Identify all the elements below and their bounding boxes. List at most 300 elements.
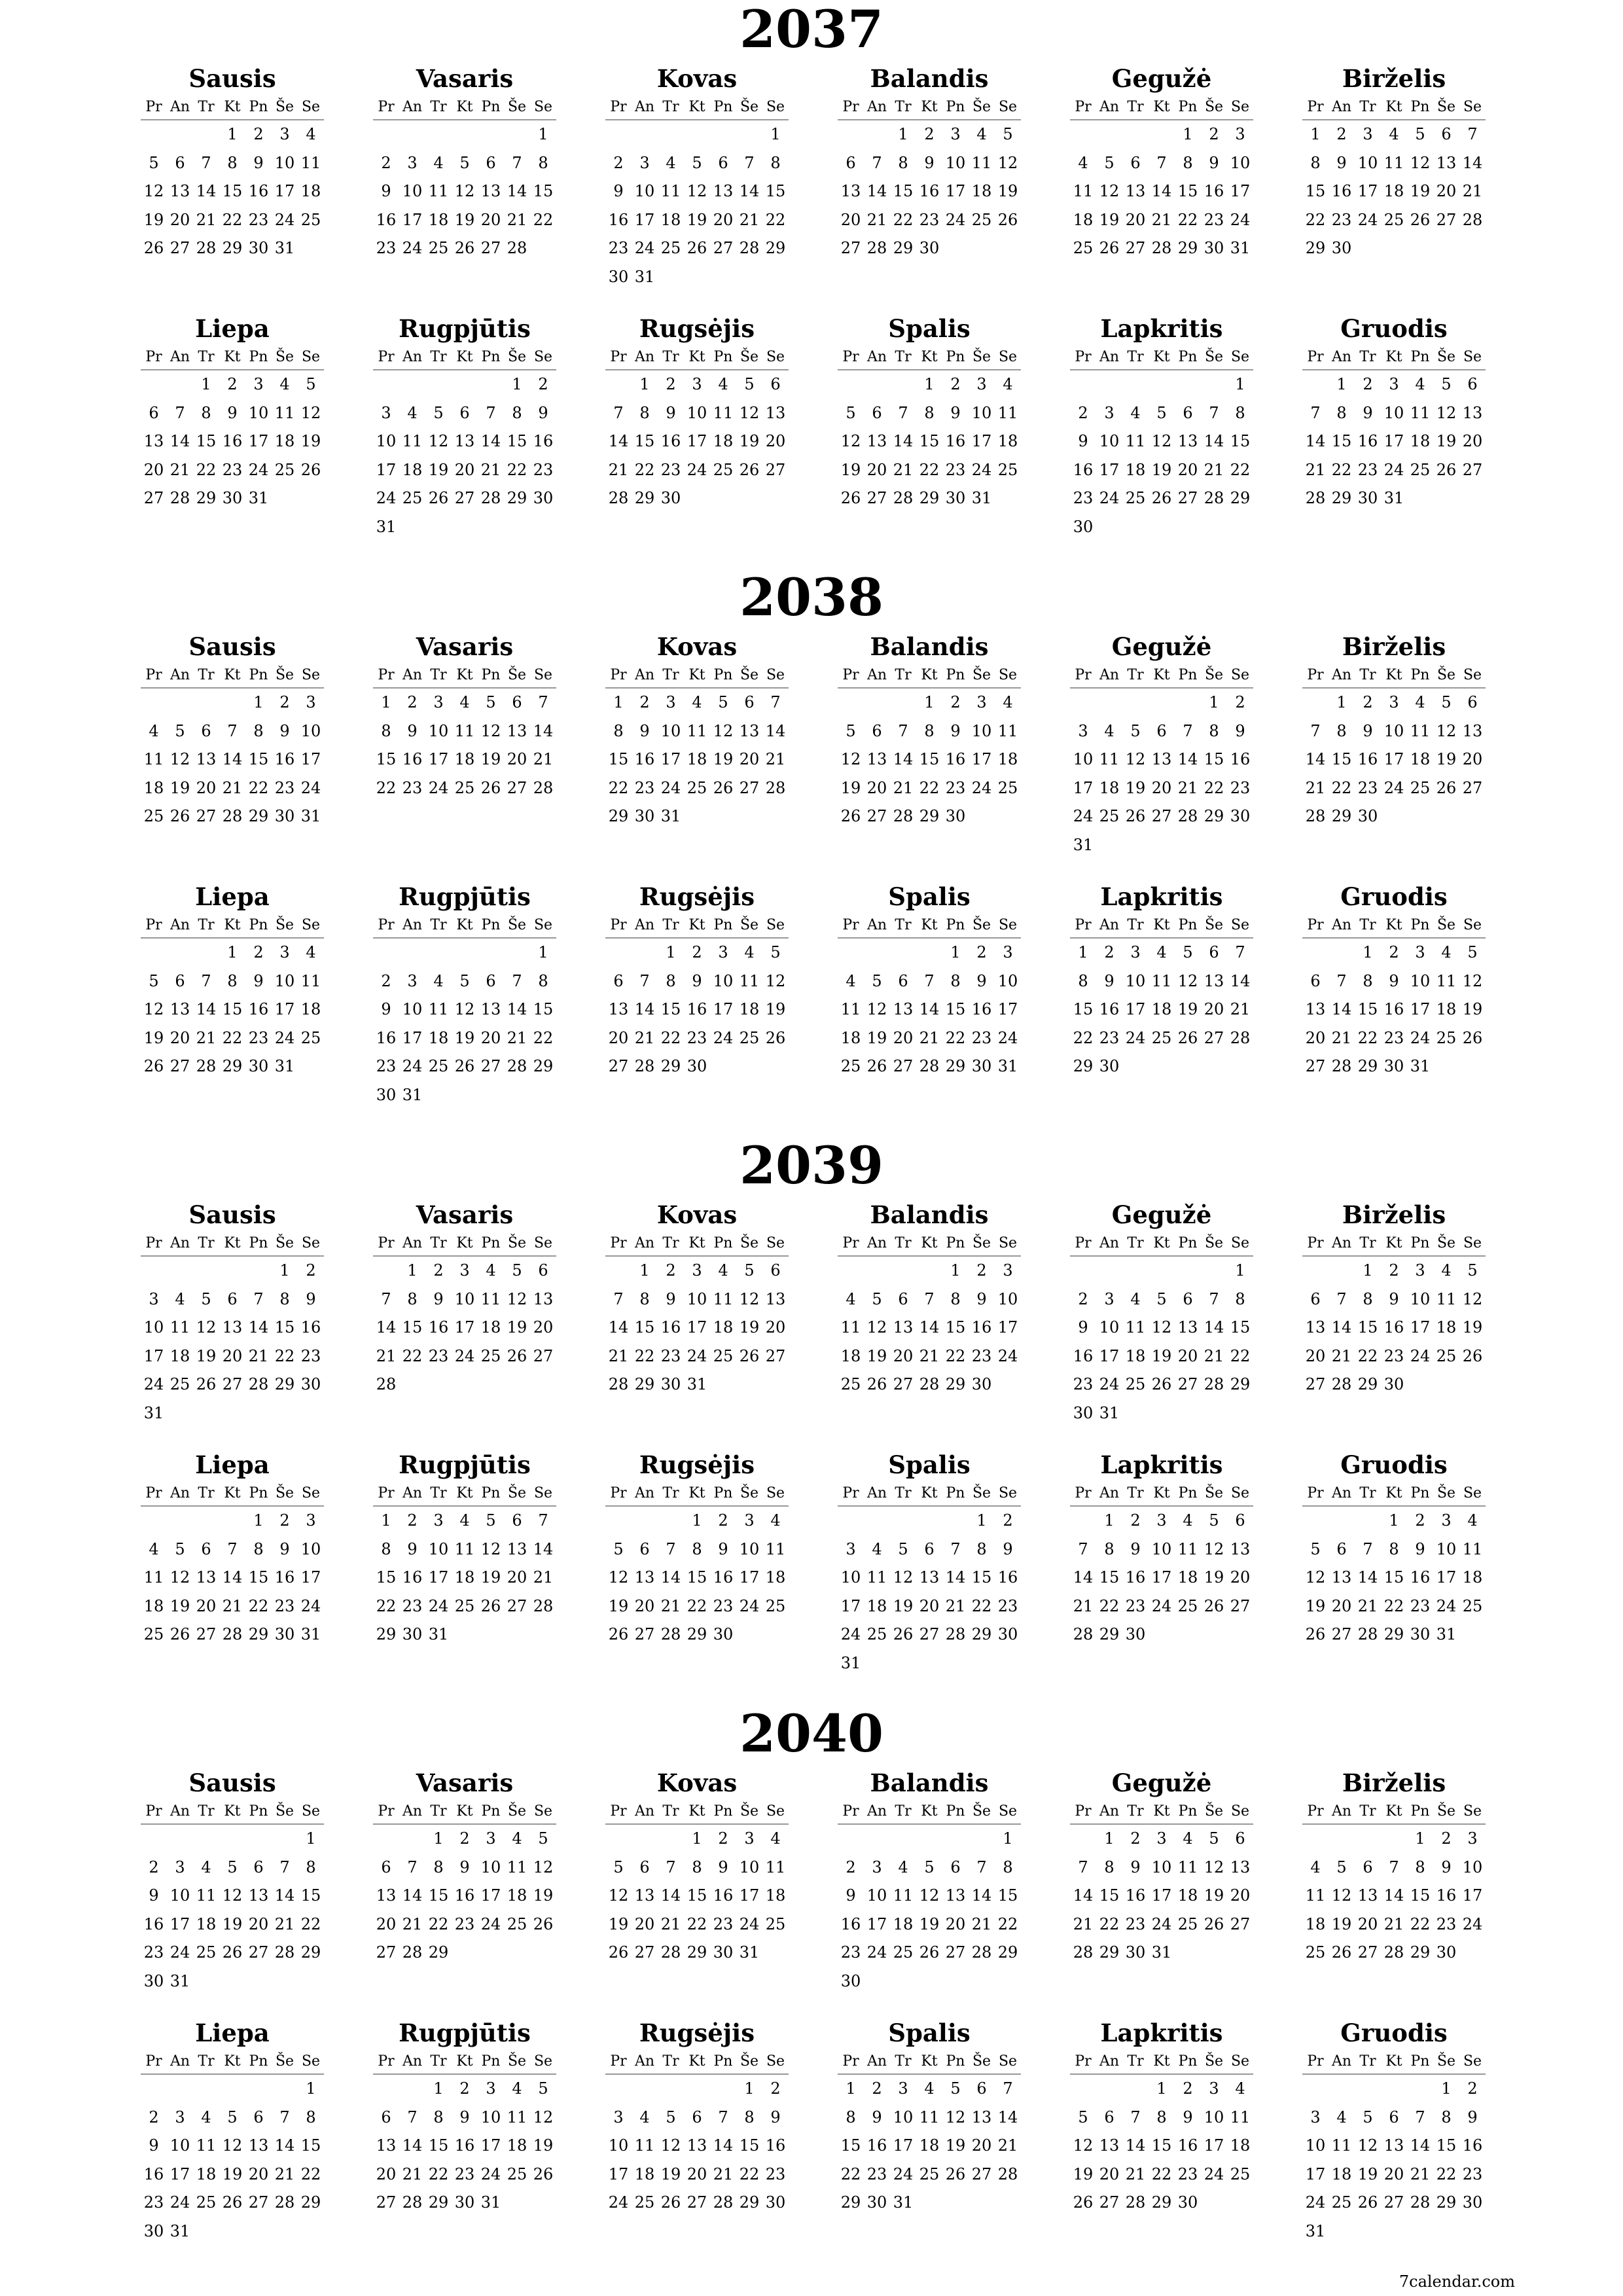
weekday-label: Kt	[688, 2053, 705, 2070]
day-cell: 29	[765, 239, 786, 258]
weekday-label: Tr	[1127, 667, 1144, 683]
day-cell: 24	[945, 210, 966, 229]
empty-cell	[373, 1825, 399, 1854]
day-cell: 13	[1462, 721, 1483, 740]
week-row	[605, 1371, 789, 1399]
weekday-label: Tr	[430, 349, 447, 365]
weekday-label: Se	[998, 1235, 1018, 1251]
weekday-header	[605, 664, 789, 689]
day-cell: 25	[866, 1625, 887, 1644]
day-cell: 19	[713, 750, 734, 769]
day-cell: 5	[227, 2108, 238, 2126]
day-cell: 19	[739, 1318, 760, 1337]
empty-cell	[838, 1257, 864, 1285]
week-row	[373, 149, 556, 178]
weekday-label: An	[169, 349, 190, 365]
weekday-label: Se	[533, 1235, 553, 1251]
day-cell: 4	[149, 721, 159, 740]
week-row	[141, 206, 324, 235]
empty-cell	[452, 370, 478, 399]
weekday-label: An	[402, 667, 423, 683]
week-row	[1070, 2075, 1253, 2104]
weekday-label: Kt	[456, 1235, 473, 1251]
day-cell: 10	[1151, 1539, 1172, 1558]
month-name: Spalis	[888, 882, 971, 911]
day-cell: 18	[660, 210, 681, 229]
weekday-label: Kt	[688, 667, 705, 683]
day-cell: 7	[1235, 943, 1245, 961]
weekday-header	[373, 1232, 556, 1257]
week-row	[605, 1854, 789, 1882]
day-cell: 6	[227, 1289, 238, 1308]
day-cell: 28	[1230, 1028, 1251, 1047]
day-cell: 15	[687, 1568, 707, 1587]
week-row	[1070, 1939, 1253, 1967]
day-cell: 21	[507, 1028, 527, 1047]
week-row	[141, 177, 324, 206]
week-row	[1302, 149, 1486, 178]
day-cell: 12	[533, 2108, 554, 2126]
day-cell: 27	[480, 239, 501, 258]
week-row	[373, 745, 556, 774]
day-cell: 21	[1151, 210, 1172, 229]
day-cell: 7	[924, 971, 935, 990]
day-cell: 31	[480, 2193, 501, 2212]
empty-cell	[399, 939, 425, 967]
day-cell: 22	[1305, 210, 1326, 229]
day-cell: 18	[428, 1028, 449, 1047]
week-row	[141, 2075, 324, 2104]
day-cell: 6	[718, 153, 728, 172]
day-cell: 21	[997, 2136, 1018, 2155]
day-cell: 18	[687, 750, 707, 769]
month-block	[1302, 880, 1486, 1081]
day-cell: 12	[739, 1289, 760, 1308]
day-cell: 5	[613, 1857, 624, 1876]
day-cell: 5	[459, 153, 470, 172]
day-cell: 10	[1073, 750, 1094, 769]
day-cell: 16	[1099, 1000, 1120, 1019]
day-cell: 3	[433, 1511, 444, 1530]
day-cell: 24	[169, 2193, 190, 2212]
weekday-label: Pn	[713, 1803, 733, 1820]
week-row	[1070, 689, 1253, 717]
day-cell: 16	[919, 182, 940, 201]
day-cell: 1	[538, 125, 548, 143]
day-cell: 8	[381, 1539, 391, 1558]
day-cell: 22	[376, 1596, 397, 1615]
weekday-label: Kt	[224, 349, 241, 365]
day-cell: 20	[893, 1346, 914, 1365]
week-row	[141, 1882, 324, 1910]
day-cell: 29	[997, 1943, 1018, 1962]
day-cell: 20	[840, 210, 861, 229]
month-block	[373, 1448, 556, 1649]
day-cell: 26	[143, 1057, 164, 1076]
day-cell: 2	[1078, 1289, 1088, 1308]
day-cell: 27	[1436, 210, 1457, 229]
day-cell: 5	[950, 2079, 961, 2098]
weekday-label: Pn	[1410, 99, 1430, 115]
empty-cell	[916, 939, 942, 967]
day-cell: 12	[169, 1568, 190, 1587]
day-cell: 29	[428, 2193, 449, 2212]
day-cell: 23	[945, 778, 966, 797]
month-name: Kovas	[656, 632, 738, 661]
day-cell: 27	[143, 489, 164, 508]
day-cell: 16	[713, 1568, 734, 1587]
day-cell: 24	[274, 210, 295, 229]
month-name: Gruodis	[1340, 1450, 1448, 1479]
weekday-label: Pr	[378, 1803, 395, 1820]
day-cell: 6	[950, 1857, 961, 1876]
weekday-label: Pn	[946, 1485, 965, 1501]
week-row	[373, 689, 556, 717]
day-cell: 18	[919, 2136, 940, 2155]
day-cell: 18	[1331, 2164, 1352, 2183]
weekday-label: Pr	[1075, 2053, 1092, 2070]
day-cell: 14	[1073, 1886, 1094, 1905]
day-cell: 19	[533, 2136, 554, 2155]
weekday-label: Pn	[249, 917, 268, 933]
day-cell: 28	[1177, 807, 1198, 826]
day-cell: 2	[846, 1857, 856, 1876]
day-cell: 27	[866, 489, 887, 508]
day-cell: 13	[1177, 1318, 1198, 1337]
week-row	[1302, 427, 1486, 456]
day-cell: 28	[971, 1943, 992, 1962]
day-cell: 10	[739, 1539, 760, 1558]
day-cell: 28	[1073, 1943, 1094, 1962]
day-cell: 15	[634, 432, 655, 451]
day-cell: 28	[1305, 807, 1326, 826]
day-cell: 9	[950, 403, 961, 422]
week-row	[1070, 1621, 1253, 1649]
day-cell: 7	[1078, 1857, 1088, 1876]
day-cell: 11	[507, 2108, 527, 2126]
week-row	[605, 2161, 789, 2189]
weekday-header	[141, 1482, 324, 1507]
day-cell: 24	[169, 1943, 190, 1962]
day-cell: 1	[1389, 1511, 1399, 1530]
day-cell: 24	[1383, 778, 1404, 797]
day-cell: 9	[846, 1886, 856, 1905]
weekday-label: Se	[766, 2053, 785, 2070]
day-cell: 19	[840, 778, 861, 797]
weekday-label: Pr	[842, 917, 859, 933]
day-cell: 7	[613, 1289, 624, 1308]
weekday-label: Se	[998, 2053, 1018, 2070]
day-cell: 4	[459, 1511, 470, 1530]
day-cell: 15	[919, 432, 940, 451]
week-row	[1302, 206, 1486, 235]
day-cell: 3	[279, 943, 290, 961]
day-cell: 7	[1310, 721, 1321, 740]
day-cell: 8	[976, 1539, 987, 1558]
day-cell: 4	[872, 1539, 882, 1558]
week-row	[1070, 2161, 1253, 2189]
weekday-label: Se	[766, 667, 785, 683]
empty-cell	[167, 1507, 193, 1535]
day-cell: 3	[1441, 1511, 1452, 1530]
day-cell: 19	[919, 1914, 940, 1933]
day-cell: 27	[1331, 1625, 1352, 1644]
week-row	[1070, 1592, 1253, 1621]
weekday-label: Še	[275, 349, 294, 365]
week-row	[605, 399, 789, 428]
day-cell: 5	[770, 943, 781, 961]
day-cell: 20	[634, 1596, 655, 1615]
day-cell: 2	[770, 2079, 781, 2098]
day-cell: 29	[1073, 1057, 1094, 1076]
day-cell: 26	[196, 1375, 217, 1394]
day-cell: 28	[196, 239, 217, 258]
day-cell: 10	[739, 1857, 760, 1876]
weekday-label: Tr	[430, 1803, 447, 1820]
day-cell: 26	[222, 1943, 243, 1962]
empty-cell	[452, 120, 478, 149]
day-cell: 19	[480, 750, 501, 769]
day-cell: 21	[402, 2164, 423, 2183]
day-cell: 4	[486, 1261, 496, 1280]
week-row	[1070, 1882, 1253, 1910]
day-cell: 14	[1383, 1886, 1404, 1905]
empty-cell	[193, 939, 219, 967]
day-cell: 23	[274, 778, 295, 797]
weekday-label: Se	[998, 349, 1018, 365]
weekday-label: Se	[1463, 349, 1482, 365]
week-row	[373, 1507, 556, 1535]
empty-cell	[504, 939, 530, 967]
day-cell: 15	[533, 1000, 554, 1019]
weekday-label: Tr	[662, 1235, 679, 1251]
day-cell: 17	[454, 1318, 475, 1337]
day-cell: 30	[971, 1057, 992, 1076]
day-cell: 22	[660, 1028, 681, 1047]
day-cell: 6	[149, 403, 159, 422]
day-cell: 26	[480, 778, 501, 797]
weekday-label: Pn	[946, 99, 965, 115]
week-row	[141, 1592, 324, 1621]
day-cell: 8	[306, 1857, 316, 1876]
week-row	[605, 177, 789, 206]
weekday-label: Pr	[610, 349, 627, 365]
week-row	[838, 120, 1021, 149]
day-cell: 17	[274, 182, 295, 201]
day-cell: 5	[486, 1511, 496, 1530]
weekday-label: Se	[301, 1235, 321, 1251]
day-cell: 14	[919, 1000, 940, 1019]
day-cell: 21	[713, 2164, 734, 2183]
day-cell: 23	[533, 460, 554, 479]
week-row	[1302, 1621, 1486, 1649]
day-cell: 29	[376, 1625, 397, 1644]
day-cell: 4	[1441, 1261, 1452, 1280]
weekday-label: An	[634, 2053, 655, 2070]
month-block	[373, 62, 556, 263]
week-row	[838, 206, 1021, 235]
day-cell: 12	[608, 1886, 629, 1905]
empty-cell	[478, 120, 504, 149]
day-cell: 19	[1204, 1568, 1224, 1587]
day-cell: 2	[381, 971, 391, 990]
day-cell: 13	[507, 1539, 527, 1558]
weekday-label: Pn	[249, 667, 268, 683]
week-row	[838, 1939, 1021, 1967]
month-block	[1070, 1767, 1253, 1967]
weekday-header	[1070, 1482, 1253, 1507]
year-title: 2039	[740, 1135, 883, 1196]
day-cell: 20	[1357, 1914, 1378, 1933]
day-cell: 7	[1183, 721, 1193, 740]
empty-cell	[864, 1825, 890, 1854]
day-cell: 23	[971, 1346, 992, 1365]
day-cell: 28	[1073, 1625, 1094, 1644]
weekday-label: Še	[740, 667, 759, 683]
day-cell: 6	[1310, 1289, 1321, 1308]
day-cell: 10	[1125, 971, 1146, 990]
day-cell: 29	[1357, 1375, 1378, 1394]
week-row	[605, 745, 789, 774]
day-cell: 10	[402, 182, 423, 201]
day-cell: 21	[274, 2164, 295, 2183]
day-cell: 30	[222, 489, 243, 508]
day-cell: 14	[739, 182, 760, 201]
day-cell: 14	[1204, 1318, 1224, 1337]
day-cell: 22	[1151, 2164, 1172, 2183]
weekday-label: Se	[1230, 349, 1250, 365]
day-cell: 18	[765, 1886, 786, 1905]
day-cell: 28	[480, 489, 501, 508]
weekday-header	[373, 96, 556, 120]
day-cell: 20	[248, 2164, 269, 2183]
day-cell: 4	[666, 153, 676, 172]
day-cell: 24	[1125, 1028, 1146, 1047]
day-cell: 4	[846, 971, 856, 990]
day-cell: 26	[840, 489, 861, 508]
day-cell: 31	[1383, 489, 1404, 508]
day-cell: 2	[718, 1829, 728, 1848]
month-name: Kovas	[656, 1768, 738, 1797]
day-cell: 4	[1078, 153, 1088, 172]
week-row	[605, 1285, 789, 1314]
day-cell: 5	[1467, 1261, 1478, 1280]
week-row	[1070, 2189, 1253, 2217]
weekday-label: Še	[275, 667, 294, 683]
day-cell: 14	[274, 2136, 295, 2155]
weekday-label: An	[866, 917, 887, 933]
day-cell: 5	[1104, 153, 1115, 172]
day-cell: 3	[433, 693, 444, 711]
week-row	[605, 1024, 789, 1053]
weekday-header	[141, 2050, 324, 2075]
day-cell: 3	[1003, 1261, 1013, 1280]
day-cell: 11	[1410, 721, 1431, 740]
day-cell: 14	[1410, 2136, 1431, 2155]
day-cell: 21	[169, 460, 190, 479]
day-cell: 29	[1305, 239, 1326, 258]
day-cell: 14	[533, 721, 554, 740]
day-cell: 12	[1410, 153, 1431, 172]
day-cell: 7	[613, 403, 624, 422]
day-cell: 12	[143, 1000, 164, 1019]
weekday-label: An	[169, 917, 190, 933]
day-cell: 12	[454, 1000, 475, 1019]
week-row	[1070, 967, 1253, 996]
day-cell: 7	[512, 971, 522, 990]
weekday-label: Kt	[921, 1485, 938, 1501]
week-row	[373, 774, 556, 803]
empty-cell	[1096, 370, 1122, 399]
weekday-label: Še	[275, 1235, 294, 1251]
month-block	[838, 62, 1021, 263]
day-cell: 21	[1410, 2164, 1431, 2183]
empty-cell	[504, 120, 530, 149]
week-row	[373, 967, 556, 996]
weekday-label: An	[1331, 917, 1352, 933]
weekday-label: Pr	[610, 2053, 627, 2070]
day-cell: 12	[1305, 1568, 1326, 1587]
day-cell: 15	[1305, 182, 1326, 201]
day-cell: 20	[222, 1346, 243, 1365]
day-cell: 21	[660, 1914, 681, 1933]
week-row	[141, 456, 324, 485]
month-name: Rugsėjis	[639, 2018, 755, 2047]
day-cell: 16	[1357, 750, 1378, 769]
empty-cell	[1329, 1825, 1355, 1854]
day-cell: 29	[1331, 489, 1352, 508]
month-name: Gruodis	[1340, 314, 1448, 343]
month-block	[605, 880, 789, 1081]
day-cell: 20	[143, 460, 164, 479]
day-cell: 10	[143, 1318, 164, 1337]
day-cell: 25	[713, 1346, 734, 1365]
week-row	[141, 2132, 324, 2161]
day-cell: 24	[997, 1028, 1018, 1047]
weekday-label: Pr	[842, 667, 859, 683]
day-cell: 12	[1357, 2136, 1378, 2155]
day-cell: 16	[1436, 1886, 1457, 1905]
day-cell: 28	[222, 1625, 243, 1644]
day-cell: 23	[1383, 1346, 1404, 1365]
week-row	[1070, 1399, 1253, 1428]
day-cell: 13	[1230, 1539, 1251, 1558]
day-cell: 10	[945, 153, 966, 172]
month-block	[1070, 62, 1253, 263]
day-cell: 27	[1177, 1375, 1198, 1394]
day-cell: 5	[538, 2079, 548, 2098]
weekday-label: Kt	[456, 667, 473, 683]
week-row	[1302, 967, 1486, 996]
day-cell: 3	[459, 1261, 470, 1280]
weekday-label: An	[1099, 1803, 1120, 1820]
day-cell: 29	[1230, 489, 1251, 508]
day-cell: 30	[1410, 1625, 1431, 1644]
week-row	[838, 1854, 1021, 1882]
weekday-label: An	[634, 1235, 655, 1251]
empty-cell	[890, 939, 916, 967]
day-cell: 11	[1436, 971, 1457, 990]
day-cell: 22	[507, 460, 527, 479]
day-cell: 13	[480, 1000, 501, 1019]
day-cell: 31	[634, 267, 655, 286]
day-cell: 1	[1235, 1261, 1245, 1280]
week-row	[373, 513, 556, 542]
empty-cell	[373, 370, 399, 399]
weekday-label: Še	[740, 917, 759, 933]
day-cell: 26	[1331, 1943, 1352, 1962]
empty-cell	[1329, 1507, 1355, 1535]
